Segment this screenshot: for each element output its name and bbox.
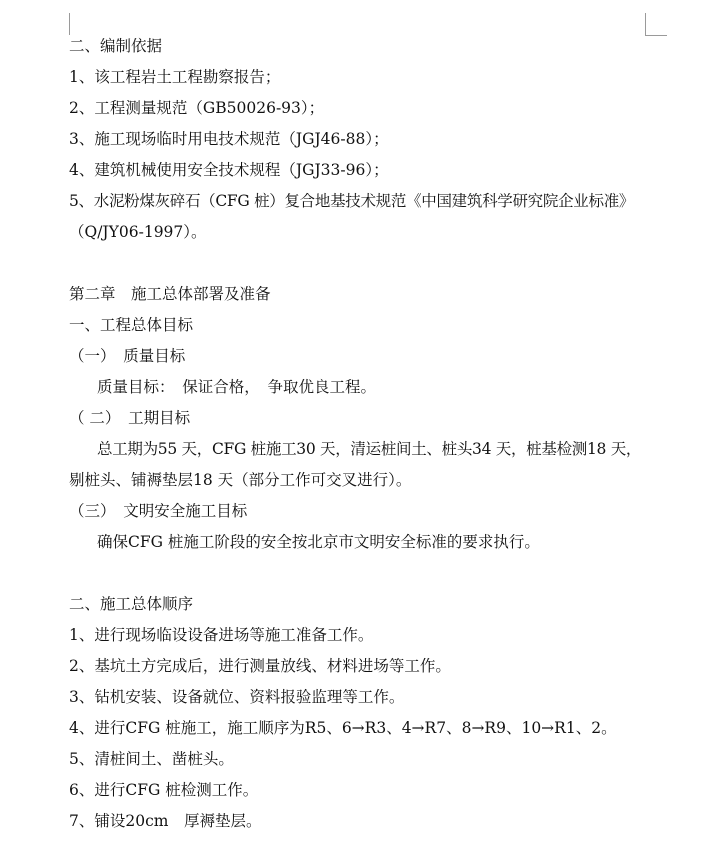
section-basis-heading: 二、编制依据	[69, 37, 163, 55]
sequence-item-3: 3、钻机安装、设备就位、资料报验监理等工作。	[69, 688, 405, 706]
quality-goal-heading: （一） 质量目标	[69, 347, 186, 365]
goals-heading: 一、工程总体目标	[69, 316, 194, 334]
basis-item-5-continued: （Q/JY06-1997）。	[69, 223, 207, 241]
sequence-item-4: 4、进行CFG 桩施工，施工顺序为R5、6→R3、4→R7、8→R9、10→R1、2。	[69, 719, 617, 737]
basis-item-4: 4、建筑机械使用安全技术规程（JGJ33-96）；	[69, 161, 389, 179]
basis-item-5: 5、水泥粉煤灰碎石（CFG 桩）复合地基技术规范《中国建筑科学研究院企业标准》	[69, 192, 635, 210]
basis-item-1: 1、该工程岩土工程勘察报告；	[69, 68, 281, 86]
chapter-2-title: 第二章 施工总体部署及准备	[69, 285, 271, 303]
schedule-goal-text-line-2: 剔桩头、铺褥垫层18 天（部分工作可交叉进行）。	[69, 471, 412, 489]
blank-line	[69, 248, 659, 279]
sequence-heading: 二、施工总体顺序	[69, 595, 194, 613]
document-page	[69, 31, 659, 837]
sequence-item-5: 5、清桩间土、凿桩头。	[69, 750, 234, 768]
sequence-item-1: 1、进行现场临设设备进场等施工准备工作。	[69, 626, 374, 644]
sequence-item-7: 7、铺设20cm 厚褥垫层。	[69, 812, 262, 830]
safety-goal-text: 确保CFG 桩施工阶段的安全按北京市文明安全标准的要求执行。	[97, 533, 540, 551]
sequence-item-6: 6、进行CFG 桩检测工作。	[69, 781, 259, 799]
quality-goal-text: 质量目标： 保证合格， 争取优良工程。	[97, 378, 377, 396]
safety-goal-heading: （三） 文明安全施工目标	[69, 502, 248, 520]
basis-item-3: 3、施工现场临时用电技术规范（JGJ46-88）；	[69, 130, 389, 148]
sequence-item-2: 2、基坑土方完成后，进行测量放线、材料进场等工作。	[69, 657, 451, 675]
basis-item-2: 2、工程测量规范（GB50026-93）；	[69, 99, 325, 117]
blank-line	[69, 558, 659, 589]
schedule-goal-heading: （ 二） 工期目标	[69, 409, 191, 427]
schedule-goal-text-line-1: 总工期为55 天，CFG 桩施工30 天，清运桩间土、桩头34 天，桩基检测18 天，	[97, 440, 642, 458]
